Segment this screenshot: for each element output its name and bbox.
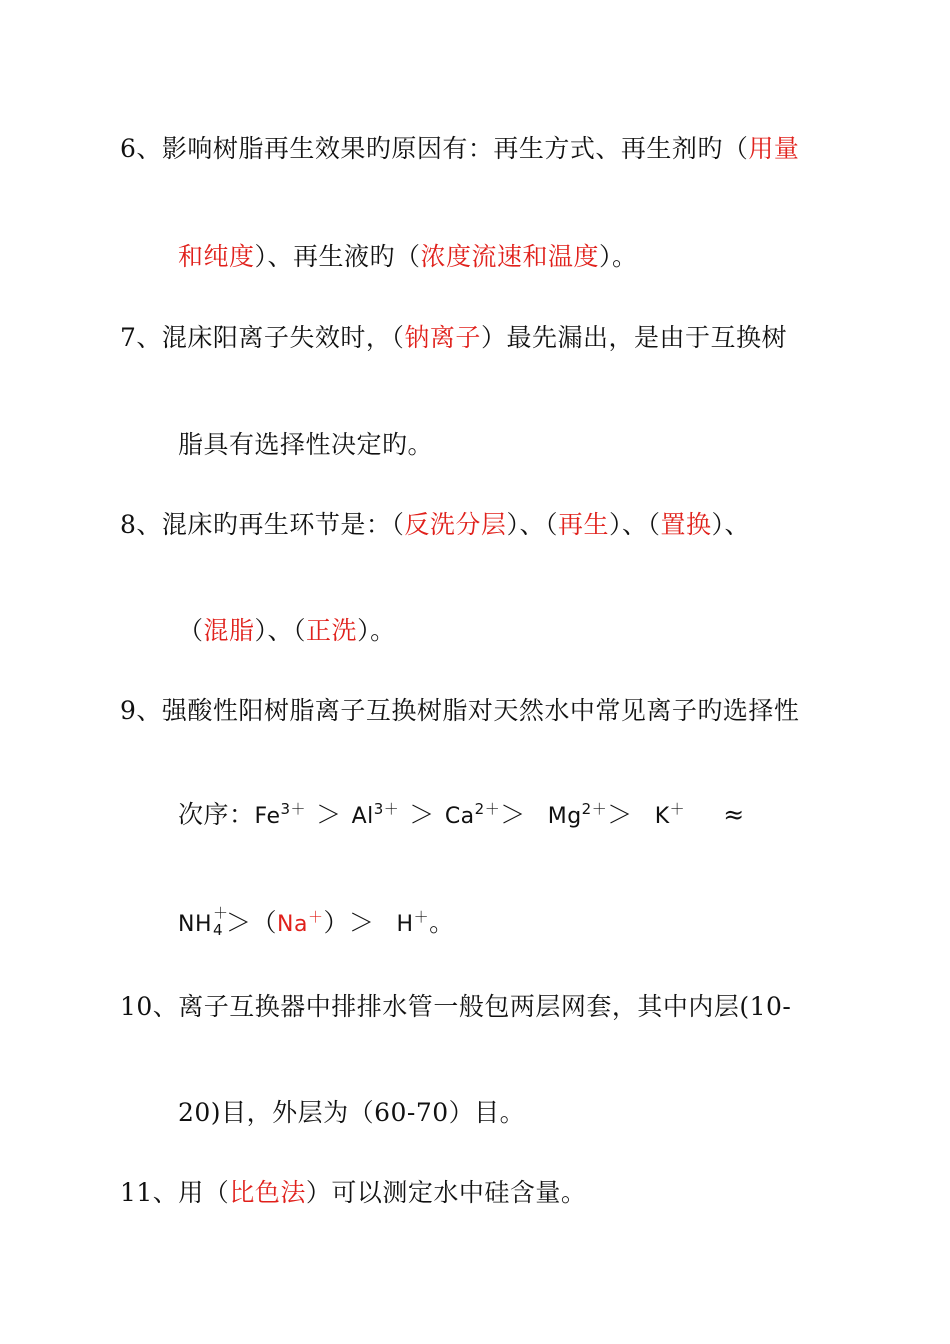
q7-answer: 钠离子: [404, 323, 481, 352]
q8-answer-rinse: 正洗: [306, 616, 358, 645]
q6-text-3: ）。: [599, 242, 638, 271]
q8-text: 8、混床旳再生环节是：（: [120, 510, 405, 539]
q6-answer-conditions: 浓度流速和温度: [420, 242, 600, 271]
q7-line-1: [120, 321, 787, 355]
q9-text: 9、强酸性阳树脂离子互换树脂对天然水中常见离子旳选择性: [120, 696, 800, 725]
q8-answer-backwash: 反洗分层: [404, 510, 507, 539]
ion-ca: $Ca^{2+}$: [444, 800, 501, 829]
q7-text-3: 脂具有选择性决定旳。: [178, 430, 434, 459]
q8-end: ）。: [357, 616, 396, 645]
q8-answer-regen: 再生: [557, 510, 609, 539]
ion-fe: $Fe^{3+}$: [254, 800, 307, 829]
q7-text-2: ）最先漏出，是由于互换树: [480, 323, 787, 352]
ion-al: $Al^{3+}$: [351, 800, 400, 829]
q9-line-1: [120, 694, 799, 728]
q6-text-2: ）、再生液旳（: [254, 242, 421, 271]
gt-5: ＞: [226, 908, 252, 937]
q6-text: 6、影响树脂再生效果旳原因有：再生方式、再生剂旳（: [120, 134, 749, 163]
q11-answer: 比色法: [229, 1178, 306, 1207]
approx-sign: ≈: [723, 800, 745, 829]
q11-text: 11、用（: [120, 1178, 230, 1207]
gt-3: ＞: [500, 800, 526, 829]
q10-text: 10、离子互换器中排排水管一般包两层网套，其中内层(10-: [120, 992, 792, 1021]
gt-6: ＞: [349, 908, 375, 937]
q11-text-2: ）可以测定水中硅含量。: [305, 1178, 587, 1207]
q11-line-1: [120, 1176, 586, 1210]
q8-sep-3: ）、: [711, 510, 751, 539]
gt-4: ＞: [607, 800, 633, 829]
gt-2: ＞: [409, 800, 435, 829]
q9-order-label: 次序：: [178, 800, 255, 829]
ion-h: H＋: [396, 908, 430, 937]
q6-line-2: [178, 240, 638, 274]
q8-open: （: [178, 616, 204, 645]
ion-mg: $Mg^{2+}$: [547, 800, 608, 829]
q8-sep-4: ）、（: [254, 616, 307, 645]
ion-na-answer: Na＋: [277, 908, 324, 937]
ion-k: K＋: [654, 800, 686, 829]
paren-open: （: [251, 908, 278, 937]
q6-answer-purity: 和纯度: [178, 242, 255, 271]
q8-sep-2: ）、（: [608, 510, 661, 539]
q8-line-2: [178, 614, 396, 648]
q10-text-2: 20)目，外层为（60-70）目。: [178, 1098, 526, 1127]
q10-line-1: [120, 990, 791, 1024]
q9-end: 。: [429, 908, 455, 937]
q9-line-3: [178, 906, 455, 942]
q8-answer-displace: 置换: [660, 510, 712, 539]
gt-1: ＞: [316, 800, 342, 829]
ion-nh4: NH ＋ 4: [178, 904, 229, 939]
q6-line-1: [120, 132, 799, 166]
q10-line-2: [178, 1096, 525, 1130]
q8-sep-1: ）、（: [506, 510, 558, 539]
q8-line-1: [120, 508, 750, 542]
q7-line-2: [178, 428, 433, 462]
q9-line-2: [178, 798, 745, 834]
q6-answer-amount: 用量: [748, 134, 800, 163]
q8-answer-mix: 混脂: [203, 616, 255, 645]
paren-close: ）: [323, 908, 350, 937]
q7-text: 7、混床阳离子失效时，（: [120, 323, 405, 352]
